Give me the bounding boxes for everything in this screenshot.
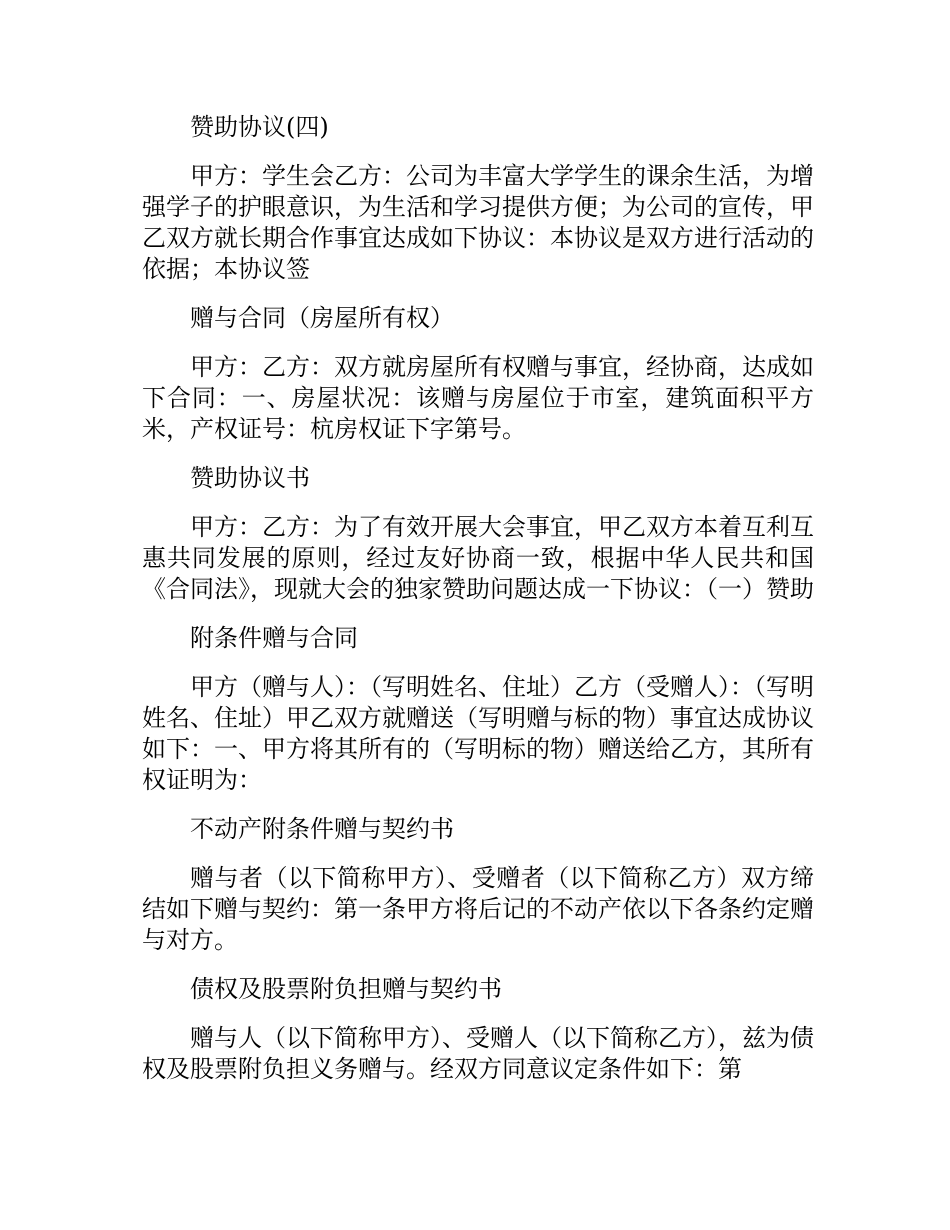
section-body: 甲方：乙方：双方就房屋所有权赠与事宜，经协商，达成如下合同：一、房屋状况：该赠与房屋位于市室，建筑面积平方米，产权证号：杭房权证下字第号。 [142, 353, 814, 443]
section-body: 甲方：学生会乙方：公司为丰富大学学生的课余生活，为增强学子的护眼意识，为生活和学习提供方便；为公司的宣传，甲乙双方就长期合作事宜达成如下协议：本协议是双方进行活动的依据；本协议签 [142, 162, 814, 283]
document-page [142, 112, 814, 1103]
section-title: 附条件赠与合同 [190, 624, 358, 652]
section-body: 甲方（赠与人）：（写明姓名、住址）乙方（受赠人）：（写明姓名、住址）甲乙双方就赠送（写明赠与标的物）事宜达成协议如下：一、甲方将其所有的（写明标的物）赠送给乙方，其所有权证明为： [142, 673, 814, 794]
section-title: 赞助协议(四) [190, 113, 329, 141]
section-title: 债权及股票附负担赠与契约书 [190, 975, 502, 1003]
section-body: 赠与者（以下简称甲方）、受赠者（以下简称乙方）双方缔结如下赠与契约：第一条甲方将后记的不动产依以下各条约定赠与对方。 [142, 864, 814, 954]
section-title: 赞助协议书 [190, 464, 310, 492]
section-body: 赠与人（以下简称甲方）、受赠人（以下简称乙方），兹为债权及股票附负担义务赠与。经双方同意议定条件如下：第 [142, 1024, 814, 1083]
section-title: 赠与合同（房屋所有权） [190, 304, 454, 332]
section-body: 甲方：乙方：为了有效开展大会事宜，甲乙双方本着互利互惠共同发展的原则，经过友好协商一致，根据中华人民共和国《合同法》，现就大会的独家赞助问题达成一下协议：（一）赞助 [142, 513, 814, 603]
section-title: 不动产附条件赠与契约书 [190, 815, 454, 843]
